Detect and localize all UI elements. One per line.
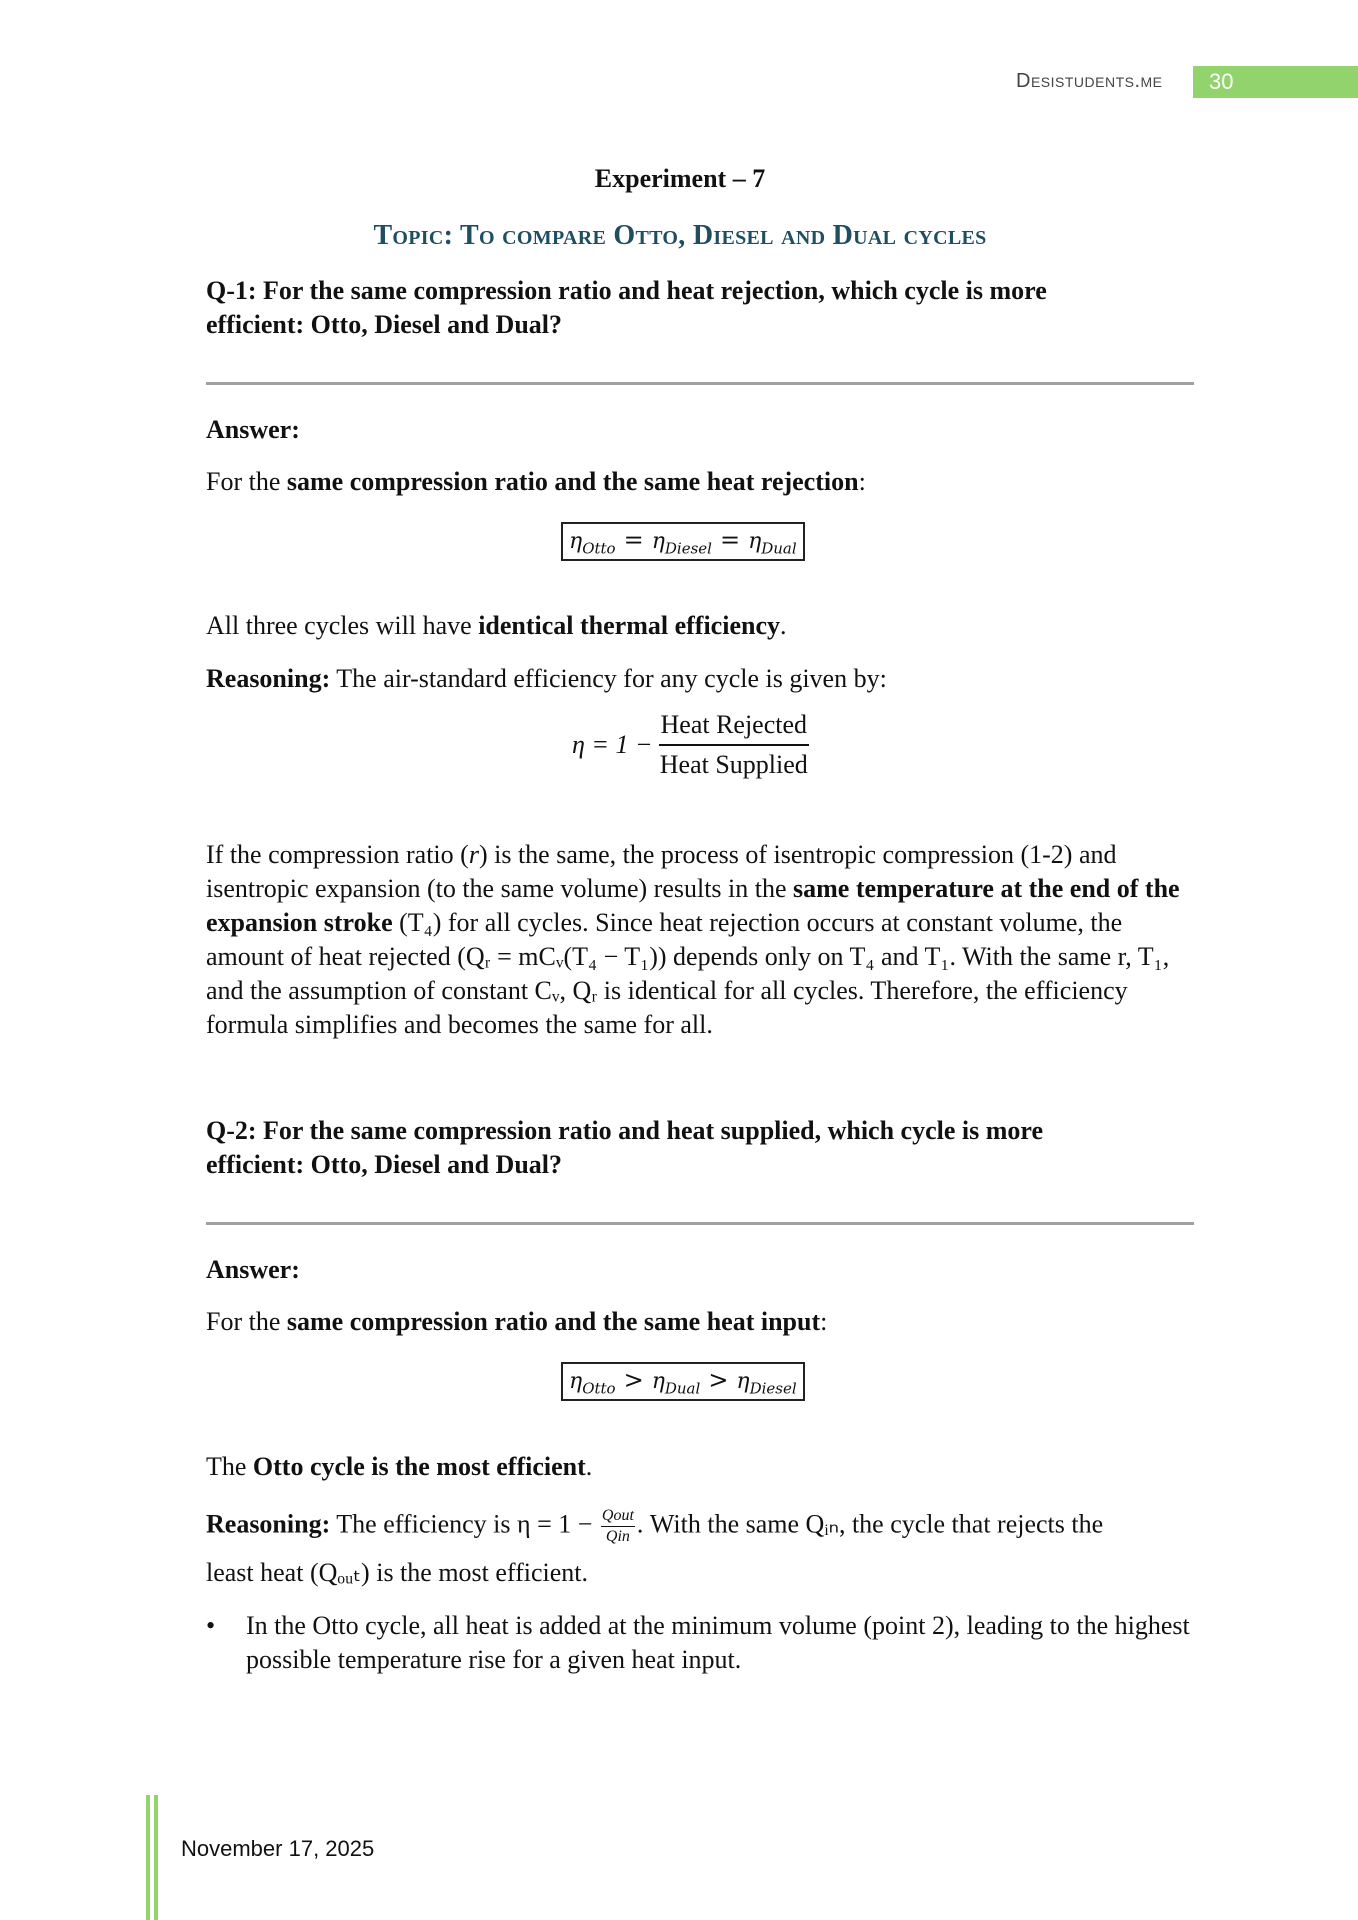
q-ratio-fraction: $\frac{\text{Qout}}{\text{Qin}}$ (601, 1507, 634, 1545)
q1-question (206, 274, 1194, 342)
q2-intro: For the same compression ratio and the same heat input: (206, 1307, 828, 1336)
q1-question-line1: Q-1: For the same compression ratio and heat rejection, which cycle is more (206, 276, 1047, 305)
q2-reasoning-line2: least heat (Qₒᵤₜ) is the most efficient. (206, 1558, 589, 1587)
q2-answer-label: Answer: (206, 1255, 300, 1284)
q2-boxed-equation: $\eta_{Otto} > \eta_{Dual} > \eta_{Diesel}$ (561, 1362, 805, 1401)
page-number: 30 (1193, 66, 1358, 98)
footer-date: November 17, 2025 (181, 1836, 375, 1861)
q1-boxed-equation: $\eta_{Otto} = \eta_{Diesel} = \eta_{Dual}$ (561, 522, 805, 561)
topic-heading: Topic: To compare Otto, Diesel and Dual cycles (373, 220, 987, 251)
q1-question-line2: efficient: Otto, Diesel and Dual? (206, 310, 563, 339)
efficiency-formula: η = 1 − $\frac{\text{Heat Rejected}}{\text{Heat Supplied}}$ (572, 710, 808, 779)
q1-conclusion: All three cycles will have identical thermal efficiency. (206, 611, 787, 640)
q2-reasoning: Reasoning: The efficiency is η = 1 − $\frac{\text{Qout}}{\text{Qin}}$ . With the same Qᵢₙ, the cycle that rejects the (206, 1507, 1104, 1545)
q2-question-line2: efficient: Otto, Diesel and Dual? (206, 1150, 563, 1179)
q1-explanation: If the compression ratio (r) is the same, the process of isentropic compression (1-2) and isentropic expansion (to the same volume) results in the same temperature at the end of the expansion stroke (T₄) for all cycles. Since heat rejection occurs at constant volume, the amount of heat rejected (Qᵣ = mCᵥ(T₄ − T₁)) depends only on T₄ and T₁. With the same r, T₁, and the assumption of constant Cᵥ, Qᵣ is identical for all cycles. Therefore, the efficiency formula simplifies and becomes the same for all. (206, 840, 1180, 1039)
bullet-icon: • (206, 1611, 216, 1640)
q1-answer-label: Answer: (206, 415, 300, 444)
experiment-title: Experiment – 7 (594, 164, 766, 193)
divider (206, 1222, 1194, 1225)
site-name: Desistudents.me (1016, 70, 1163, 92)
q2-conclusion: The Otto cycle is the most efficient. (206, 1452, 593, 1481)
q1-intro: For the same compression ratio and the same heat rejection: (206, 467, 866, 496)
q2-question-line1: Q-2: For the same compression ratio and heat supplied, which cycle is more (206, 1116, 1044, 1145)
divider (206, 382, 1194, 385)
q2-question (206, 1114, 1194, 1182)
q1-reasoning: Reasoning: The air-standard efficiency for any cycle is given by: (206, 664, 887, 693)
footer-decoration (146, 1795, 166, 1920)
